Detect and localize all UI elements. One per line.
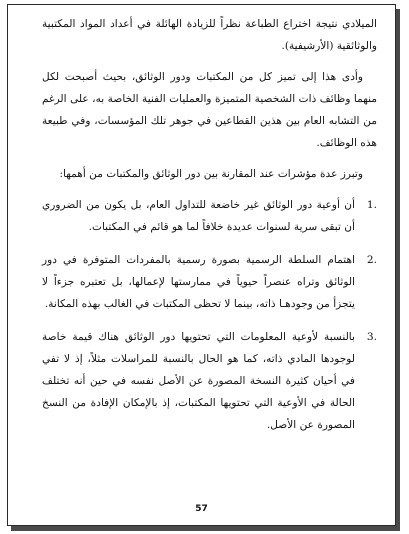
paragraph-1: الميلادي نتيجة اختراع الطباعة نظراً للزيادة الهائلة في أعداد المواد المكتبية والوثائقية (الأرشيفية).	[42, 18, 377, 52]
list-item-text: أن أوعية دور الوثائق غير خاضعة للتداول العام، بل يكون من الضروري أن تبقى سرية لسنوات عديدة خلافاً لما هو قائم في المكتبات.	[42, 199, 355, 233]
list-item-text: بالنسبة لأوعية المعلومات التي تحتويها دور الوثائق هناك قيمة خاصة لوجودها المادي ذاته، كما هو الحال بالنسبة للمراسلات مثلاً، إذ لا تفي في أحيان كثيرة النسخة المصورة عن الأصل نفسه في حين أنه تختلف الحالة في الأوعية التي تحتويها المكتبات، إذ بالإمكان الإفادة من النسخ المصورة عن الأصل.	[42, 331, 355, 431]
list-item-number: .2	[366, 254, 377, 266]
list-item-number: .1	[366, 199, 377, 211]
list-item	[42, 194, 377, 238]
paragraph-2: وأدى هذا إلى تميز كل من المكتبات ودور الوثائق، بحيث أصبحت لكل منهما وظائف ذات الشخصية المتميزة والعمليات الفنية الخاصة به، على الرغم من التشابه العام بين هذين القطاعين في جوهر تلك المؤسسات، وفي طبيعة هذه الوظائف.	[42, 71, 377, 149]
document-page	[7, 4, 396, 526]
paragraph-3: وتبرز عدة مؤشرات عند المقارنة بين دور الوثائق والمكتبات من أهمها:	[59, 168, 363, 180]
page-body	[42, 13, 377, 447]
page-number: 57	[195, 504, 208, 514]
list-item-text: اهتمام السلطة الرسمية بصورة رسمية بالمفردات المتوفرة في دور الوثائق وتراه عنصراً حيوياً في ممارستها لإعمالها، بل تعتبره جزءاً لا يتجزأ من وجودهـا ذاته، بينما لا تحظى المكتبات في الغالب بهذه المكانة.	[42, 254, 355, 310]
list-item	[42, 326, 377, 436]
comparison-list	[42, 194, 377, 436]
list-item	[42, 249, 377, 315]
list-item-number: .3	[366, 331, 377, 343]
